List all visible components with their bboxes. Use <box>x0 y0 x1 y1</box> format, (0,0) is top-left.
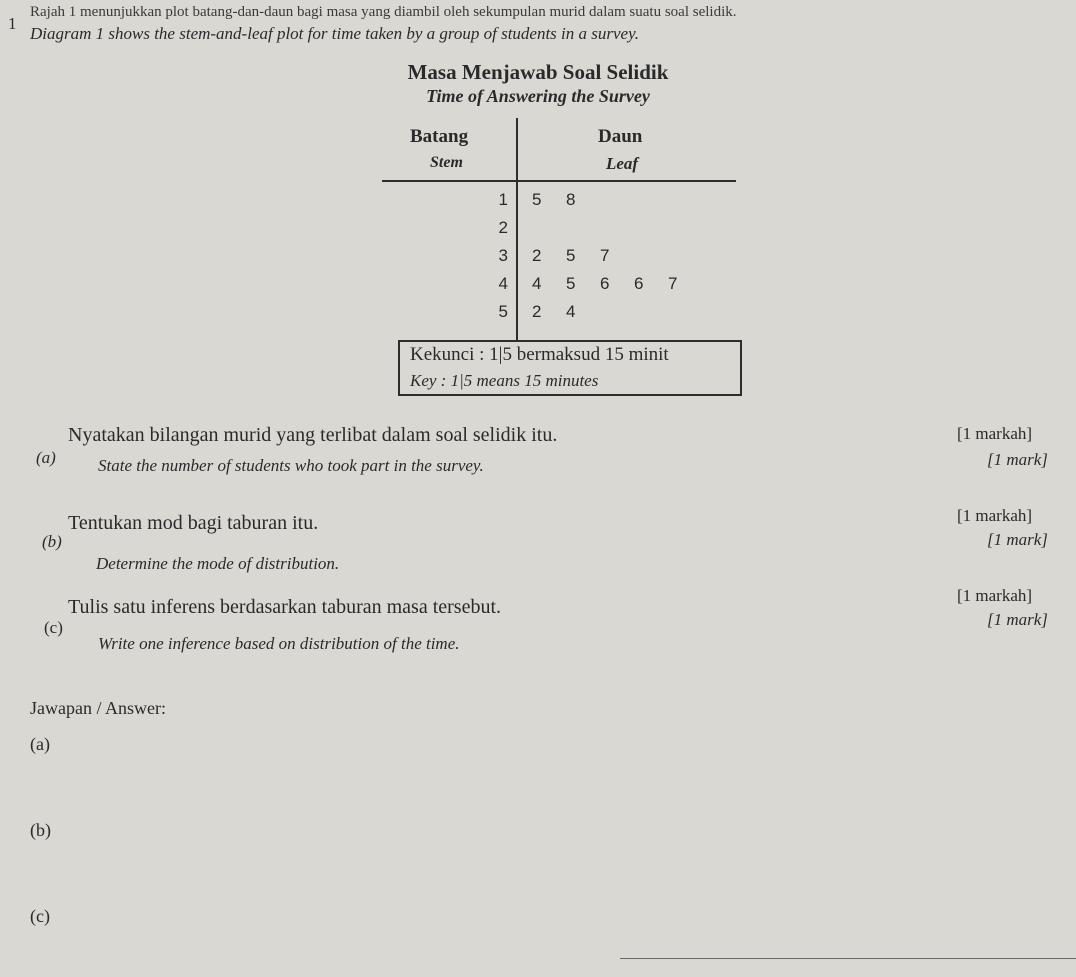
stem-leaf-row <box>382 218 736 246</box>
stem-header-malay: Batang <box>410 126 469 147</box>
question-intro-english: Diagram 1 shows the stem-and-leaf plot for time taken by a group of students in a survey. <box>30 24 639 43</box>
stem-value: 4 <box>498 274 508 293</box>
leaf-value: 4 <box>532 274 542 293</box>
part-b-mark-malay: [1 markah] <box>957 506 1033 525</box>
part-b-text-malay: Tentukan mod bagi taburan itu. <box>68 512 319 534</box>
leaf-value: 6 <box>634 274 644 293</box>
part-b-letter: (b) <box>42 532 62 551</box>
question-number: 1 <box>8 14 17 33</box>
leaf-value: 8 <box>566 190 576 209</box>
leaf-header-english: Leaf <box>606 154 639 173</box>
part-c-text-english: Write one inference based on distribution of the time. <box>98 634 460 653</box>
leaf-header-malay: Daun <box>598 126 643 147</box>
part-c-mark-english: [1 mark] <box>987 610 1048 629</box>
leaf-value: 5 <box>532 190 542 209</box>
stem-header-english: Stem <box>430 154 463 171</box>
leaf-value: 4 <box>566 302 576 321</box>
question-intro-malay: Rajah 1 menunjukkan plot batang-dan-daun bagi masa yang diambil oleh sekumpulan murid dalam suatu soal selidik. <box>30 4 737 20</box>
stem-value: 1 <box>498 190 508 209</box>
stem-value: 5 <box>498 302 508 321</box>
leaf-value: 5 <box>566 274 576 293</box>
key-text-english: Key : 1|5 means 15 minutes <box>410 371 599 390</box>
part-b-mark-english: [1 mark] <box>987 530 1048 549</box>
leaf-value: 7 <box>668 274 678 293</box>
stem-leaf-row <box>382 302 736 330</box>
diagram-title-malay: Masa Menjawab Soal Selidik <box>407 60 669 84</box>
stem-and-leaf-plot <box>382 118 736 340</box>
leaf-value: 6 <box>600 274 610 293</box>
stem-value: 3 <box>498 246 508 265</box>
answer-label-b: (b) <box>30 820 51 840</box>
part-c-letter: (c) <box>44 618 63 637</box>
stem-leaf-row <box>382 190 736 218</box>
key-text-malay: Kekunci : 1|5 bermaksud 15 minit <box>410 344 669 365</box>
page-bottom-line <box>620 958 1076 959</box>
part-c-mark-malay: [1 markah] <box>957 586 1033 605</box>
stem-leaf-row <box>382 274 736 302</box>
part-a-mark-malay: [1 markah] <box>957 424 1033 443</box>
answer-label-a: (a) <box>30 734 50 754</box>
part-a-mark-english: [1 mark] <box>987 450 1048 469</box>
part-a-text-english: State the number of students who took part in the survey. <box>98 456 484 475</box>
key-box <box>398 340 742 396</box>
leaf-value: 5 <box>566 246 576 265</box>
answer-label-c: (c) <box>30 906 50 926</box>
part-a-text-malay: Nyatakan bilangan murid yang terlibat dalam soal selidik itu. <box>68 424 558 446</box>
header-divider-line <box>382 180 736 182</box>
leaf-value: 7 <box>600 246 610 265</box>
answer-heading: Jawapan / Answer: <box>30 698 166 718</box>
part-b-text-english: Determine the mode of distribution. <box>96 554 340 573</box>
part-a-letter: (a) <box>36 448 56 467</box>
leaf-value: 2 <box>532 246 542 265</box>
stem-leaf-row <box>382 246 736 274</box>
diagram-title-english: Time of Answering the Survey <box>426 86 650 106</box>
part-c-text-malay: Tulis satu inferens berdasarkan taburan masa tersebut. <box>68 596 502 618</box>
leaf-value: 2 <box>532 302 542 321</box>
stem-value: 2 <box>498 218 508 237</box>
